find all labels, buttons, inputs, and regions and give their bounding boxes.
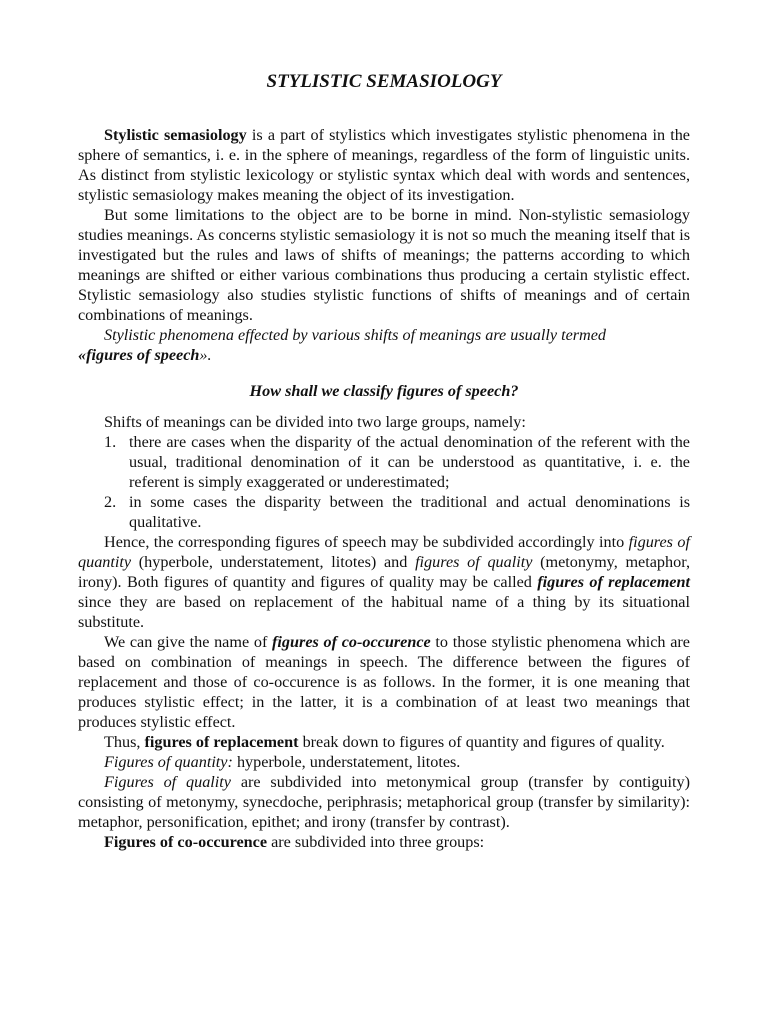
term-figures-of-co-occurence-bold: Figures of co-occurence xyxy=(104,833,268,851)
term-figures-of-quality-label: Figures of quality xyxy=(104,773,231,791)
paragraph-definition xyxy=(78,125,690,205)
list-item-text: in some cases the disparity between the traditional and actual denominations is qualitative. xyxy=(129,493,690,531)
list-number: 2. xyxy=(104,493,117,511)
paragraph-text: break down to figures of quantity and figures of quality. xyxy=(298,733,665,751)
numbered-list xyxy=(78,432,690,532)
term-figures-of-quantity-label: Figures of quantity: xyxy=(104,753,233,771)
open-quote: « xyxy=(78,346,87,364)
close-quote: ». xyxy=(199,346,212,364)
paragraph-text: is a part of stylistics which investigates stylistic phenomena in the sphere of semantics, i. e. in the sphere of meanings, regardless of the form of linguistic units. As distinct from stylistic lexicology or stylistic syntax which deal with words and sentences, stylistic semasiology makes meaning the object of its investigation. xyxy=(78,126,690,204)
paragraph-text: Thus, xyxy=(104,733,145,751)
list-item xyxy=(78,492,690,532)
paragraph-co-occurence-groups xyxy=(78,832,690,852)
term-figures-of-co-occurence: figures of co-occurence xyxy=(272,633,431,651)
term-stylistic-semasiology: Stylistic semasiology xyxy=(104,126,247,144)
list-item xyxy=(78,432,690,492)
paragraph-text: are subdivided into three groups: xyxy=(267,833,485,851)
paragraph-quantity-list xyxy=(78,752,690,772)
paragraph-co-occurence xyxy=(78,632,690,732)
section-question: How shall we classify figures of speech? xyxy=(249,382,519,400)
paragraph-text: Hence, the corresponding figures of speech may be subdivided accordingly into xyxy=(104,533,629,551)
paragraph-figures-of-speech xyxy=(78,325,690,365)
paragraph-text: to those stylistic phenomena which are based on combination of meanings in speech. The difference between the figures of replacement and those of co-occurence is as follows. In the former, it is one meaning that produces stylistic effect; in the latter, it is a combination of at least two meanings that produces stylistic effect. xyxy=(78,633,690,731)
term-figures-of-quality: figures of quality xyxy=(415,553,533,571)
term-figures-of-speech: figures of speech xyxy=(86,346,200,364)
paragraph-limitations: But some limitations to the object are to be borne in mind. Non-stylistic semasiology studies meanings. As concerns stylistic semasiology it is not so much the meaning itself that is investigated but the rules and laws of shifts of meanings; the patterns according to which meanings are shifted or either various combinations thus producing a certain stylistic effect. Stylistic semasiology also studies stylistic functions of shifts of meanings and of certain combinations of meanings. xyxy=(78,206,690,324)
paragraph-quality-groups xyxy=(78,772,690,832)
paragraph-text: are subdivided into metonymical group (transfer by contiguity) consisting of metonymy, synecdoche, periphrasis; metaphorical group (transfer by similarity): metaphor, personification, epithet; and irony (transfer by contrast). xyxy=(78,773,690,831)
paragraph-replacement-breakdown xyxy=(78,732,690,752)
term-figures-of-quantity: figures of quantity xyxy=(78,533,690,571)
paragraph-text: We can give the name of xyxy=(104,633,273,651)
paragraph-figures-classification xyxy=(78,532,690,632)
list-item-text: there are cases when the disparity of the actual denomination of the referent with the usual, traditional denomination of it can be understood as quantitative, i. e. the referent is simply exaggerated or underestimated; xyxy=(129,433,690,491)
page-title: STYLISTIC SEMASIOLOGY xyxy=(266,71,502,92)
list-number: 1. xyxy=(104,433,117,451)
term-figures-of-replacement: figures of replacement xyxy=(537,573,690,591)
paragraph-text: hyperbole, understatement, litotes. xyxy=(232,753,461,771)
paragraph-text: Stylistic phenomena effected by various shifts of meanings are usually termed xyxy=(104,326,607,344)
paragraph-text: (hyperbole, understatement, litotes) and xyxy=(131,553,416,571)
term-figures-of-replacement-bold: figures of replacement xyxy=(144,733,299,751)
paragraph-text: (metonymy, metaphor, irony). Both figures of quantity and figures of quality may be called xyxy=(78,553,690,591)
paragraph-text: since they are based on replacement of the habitual name of a thing by its situational substitute. xyxy=(78,593,690,631)
paragraph-shifts-intro: Shifts of meanings can be divided into two large groups, namely: xyxy=(104,413,526,431)
